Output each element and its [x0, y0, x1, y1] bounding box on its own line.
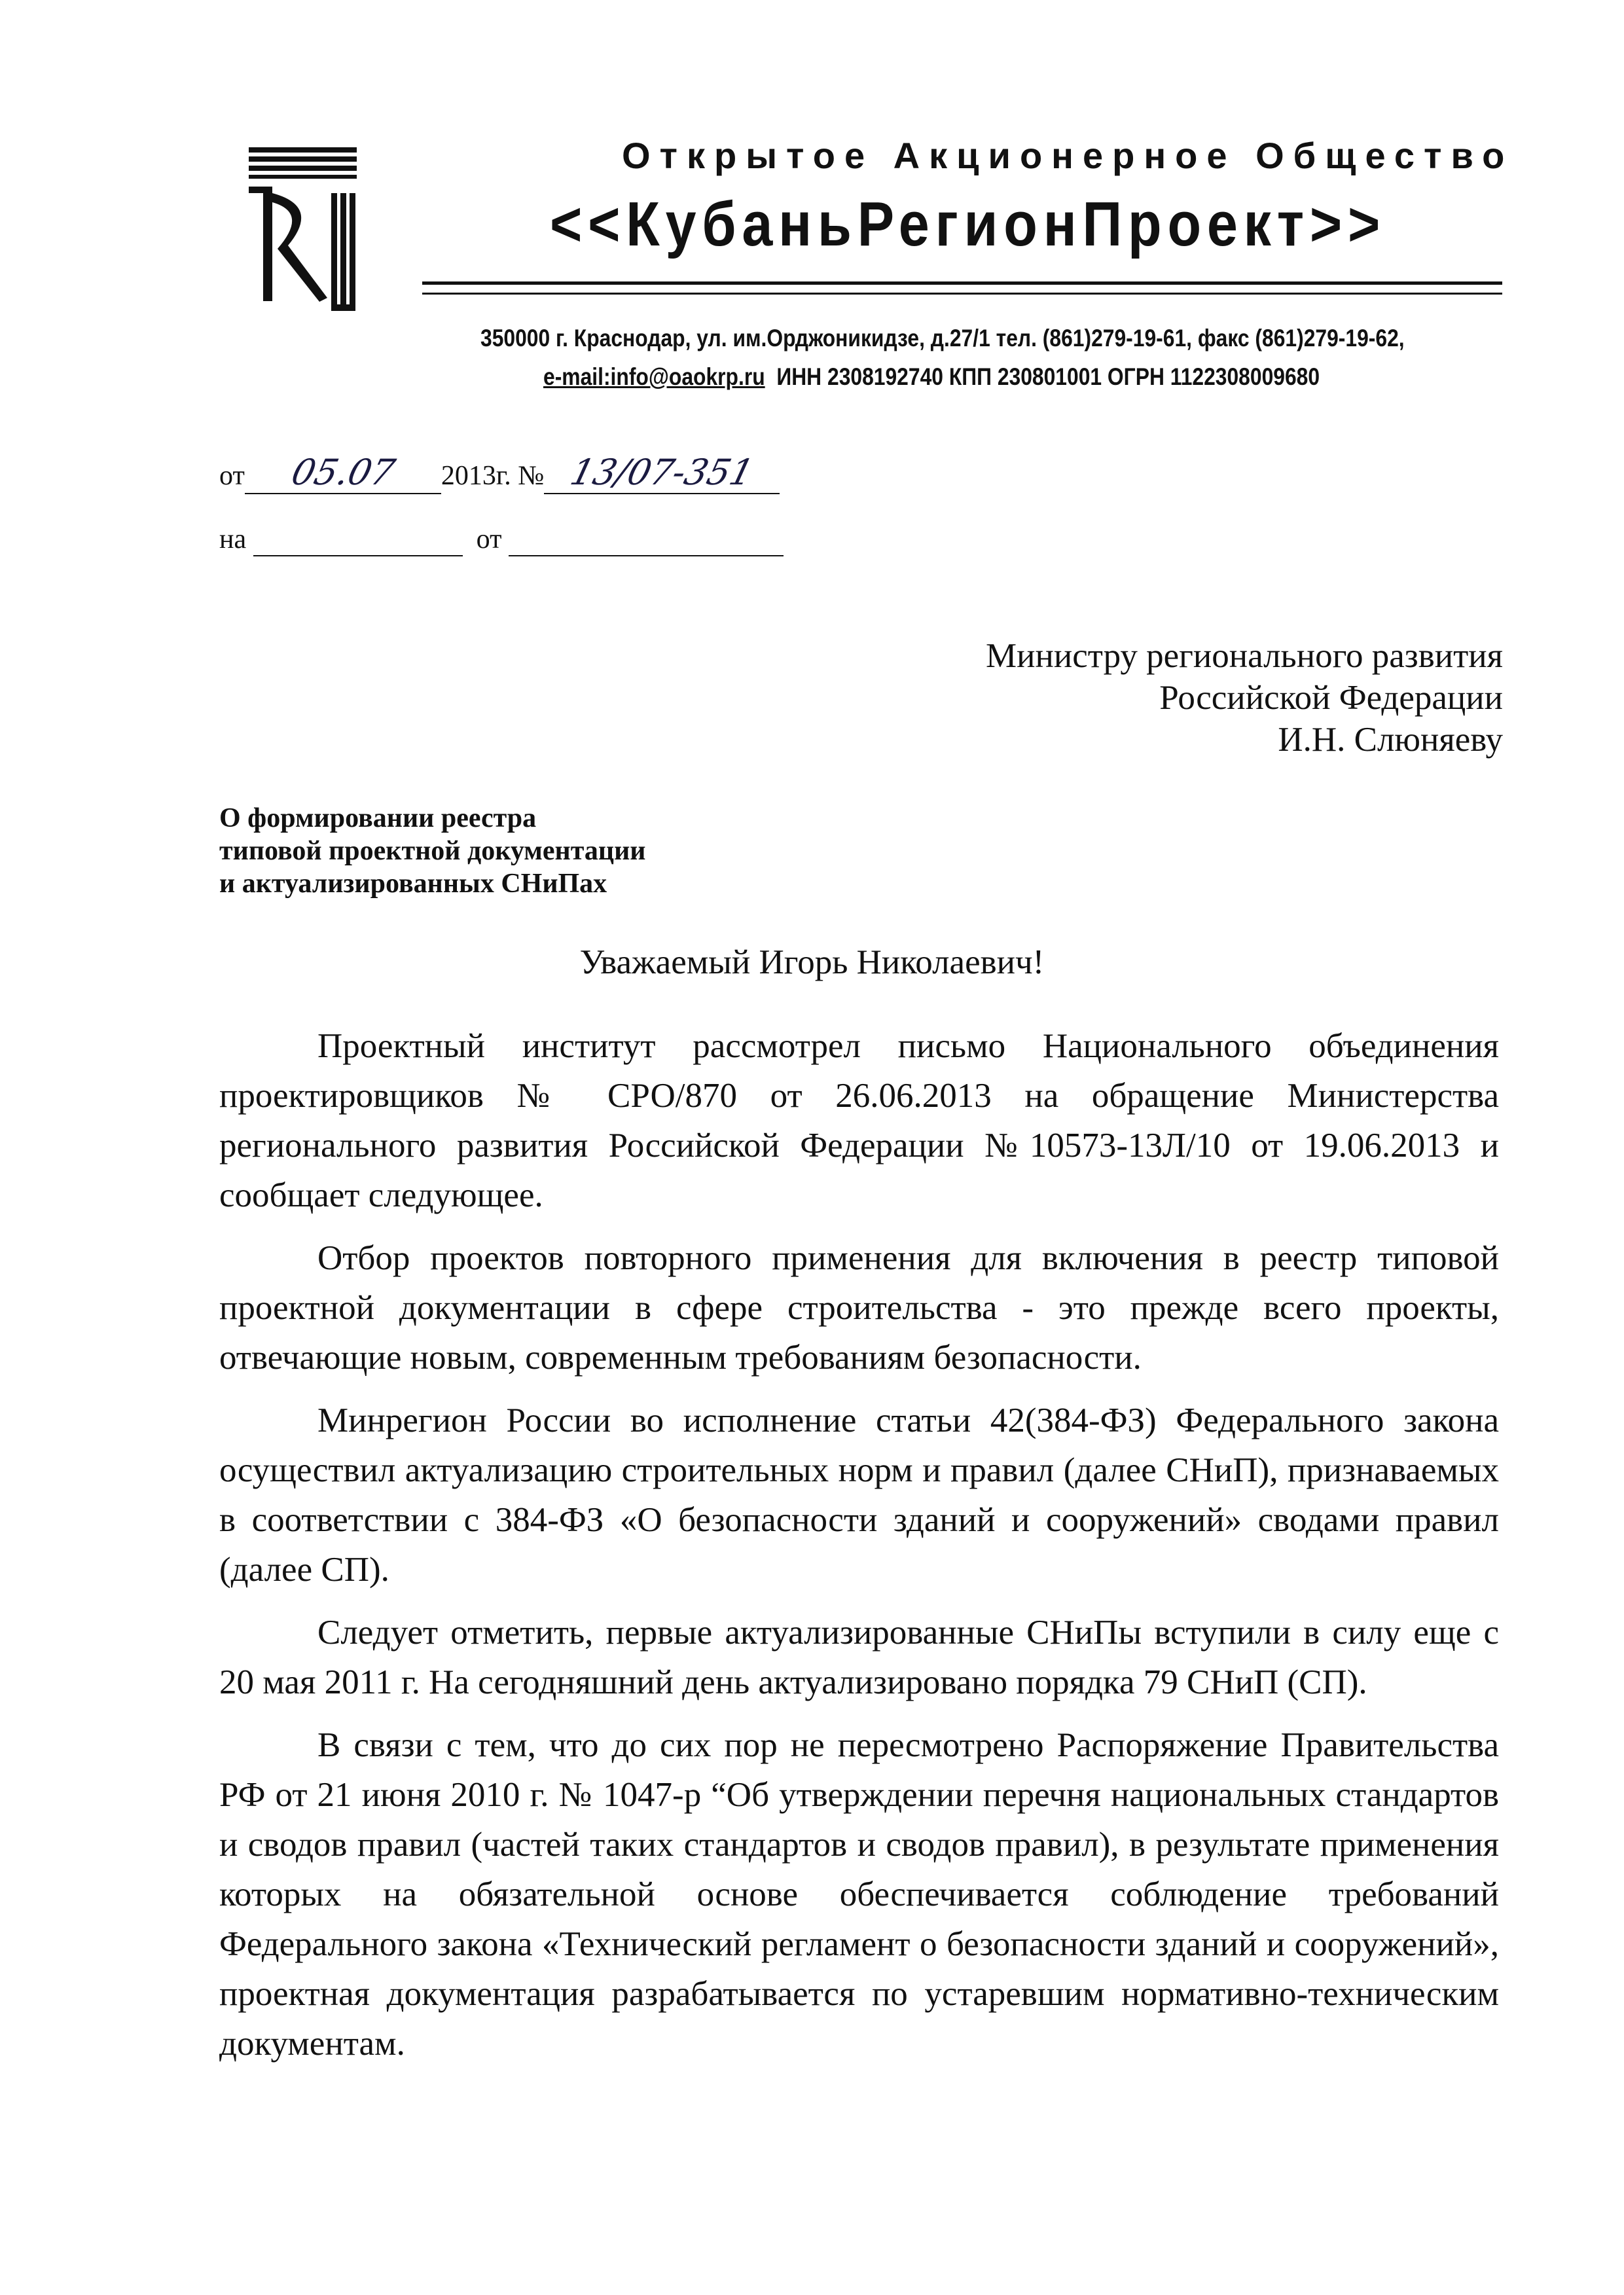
- company-name: <<КубаньРегионПроект>>: [550, 189, 1386, 259]
- subject-line: О формировании реестра: [219, 803, 537, 833]
- ref-from-prefix: от: [219, 461, 245, 491]
- incoming-reference: [219, 524, 784, 556]
- body-paragraph: Отбор проектов повторного применения для включения в реестр типовой проектной документации в сфере строительства - это прежде всего проекты, отвечающие новым, современным требованиям безопасности.: [219, 1239, 1499, 1377]
- ref-to-prefix: на: [219, 524, 247, 554]
- subject-block: [219, 802, 646, 900]
- outgoing-reference: [219, 452, 780, 494]
- header-rule-thin: [422, 293, 1502, 295]
- company-logo: [249, 147, 357, 321]
- addressee-line: И.Н. Слюняеву: [1278, 721, 1503, 759]
- addressee-line: Российской Федерации: [1159, 679, 1503, 717]
- ref-date-handwritten: 05.07: [287, 452, 399, 493]
- company-ids: ИНН 2308192740 КПП 230801001 ОГРН 1122308009680: [776, 363, 1320, 390]
- header-rule-thick: [422, 281, 1502, 285]
- ref-to-from: от: [476, 524, 502, 554]
- body-paragraph: Проектный институт рассмотрел письмо Национального объединения проектировщиков № СРО/870 от 26.06.2013 на обращение Министерства регионального развития Российской Федерации №10573-13Л/10 от 19.06.2013 и сообщает следующее.: [219, 1027, 1499, 1214]
- company-email[interactable]: e-mail:info@oaokrp.ru: [543, 363, 765, 390]
- body-paragraph: Следует отметить, первые актуализированные СНиПы вступили в силу еще с 20 мая 2011 г. На сегодняшний день актуализировано порядка 79 СНиП (СП).: [219, 1614, 1499, 1701]
- ref-year: 2013г. №: [441, 461, 545, 491]
- addressee-block: [986, 635, 1503, 761]
- company-contacts: [543, 363, 1320, 391]
- ref-number-handwritten: 13/07-351: [566, 452, 758, 493]
- letter-body: [219, 1021, 1499, 2082]
- addressee-line: Министру регионального развития: [986, 637, 1503, 675]
- company-address: 350000 г. Краснодар, ул. им.Орджоникидзе, д.27/1 тел. (861)279-19-61, факс (861)279-19-62,: [480, 325, 1405, 352]
- greeting: Уважаемый Игорь Николаевич!: [579, 943, 1045, 981]
- body-paragraph: В связи с тем, что до сих пор не пересмотрено Распоряжение Правительства РФ от 21 июня 2010 г. № 1047-р “Об утверждении перечня национальных стандартов и сводов правил (частей таких стандартов и сводов правил), в результате применения которых на обязательной основе обеспечивается соблюдение требований Федерального закона «Технический регламент о безопасности зданий и сооружений», проектная документация разрабатывается по устаревшим нормативно-техническим документам.: [219, 1726, 1499, 2063]
- subject-line: типовой проектной документации: [219, 836, 646, 866]
- subject-line: и актуализированных СНиПах: [219, 869, 607, 899]
- company-type: Открытое Акционерное Общество: [622, 135, 1514, 176]
- body-paragraph: Минрегион России во исполнение статьи 42(384-ФЗ) Федерального закона осуществил актуализацию строительных норм и правил (далее СНиП), признаваемых в соответствии с 384-ФЗ «О безопасности зданий и сооружений» сводами правил (далее СП).: [219, 1401, 1499, 1589]
